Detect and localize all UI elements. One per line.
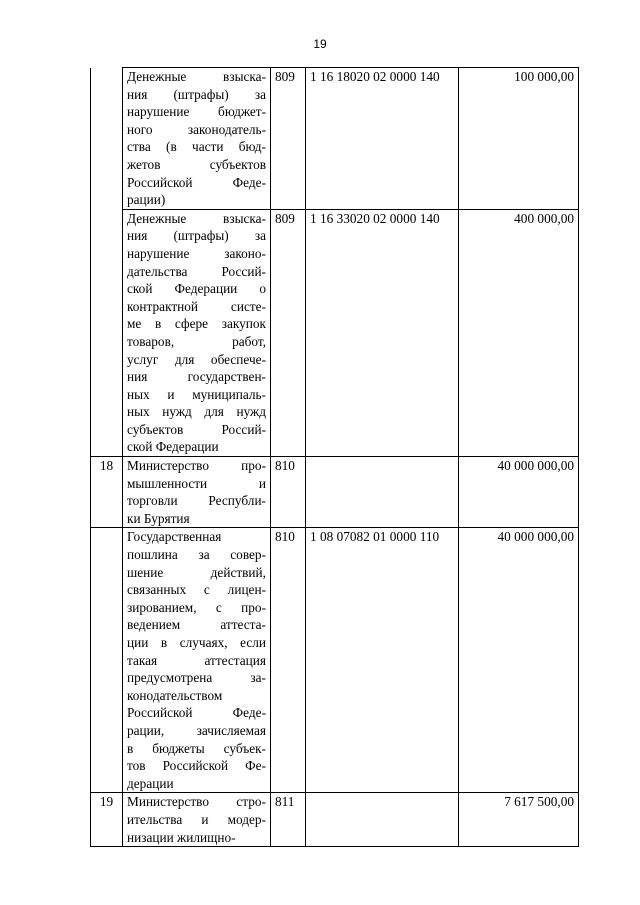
admin-code-cell: 810 <box>271 457 306 528</box>
revenue-name-line: ки Бурятия <box>127 510 190 526</box>
revenue-name-line: жетов субъектов <box>127 156 266 172</box>
revenue-name-line: дерации <box>127 775 174 791</box>
revenue-name-line: такая аттестация <box>127 652 266 668</box>
revenue-name-line: Российской Феде- <box>127 705 266 721</box>
revenue-name-line: ции в случаях, если <box>127 635 266 650</box>
revenue-name-line: рации) <box>127 192 166 208</box>
revenue-name-cell <box>123 528 271 793</box>
revenue-name-line: контрактной систе- <box>127 298 266 314</box>
budget-code-cell: 1 16 33020 02 0000 140 <box>306 209 459 456</box>
table-row <box>91 793 579 847</box>
admin-code-cell: 810 <box>271 528 306 793</box>
revenue-name-line: нарушение бюджет- <box>127 104 266 120</box>
revenue-name-line: Министерство стро- <box>127 794 266 810</box>
page-number: 19 <box>313 37 327 51</box>
revenue-name-line: Денежные взыска- <box>127 69 266 84</box>
revenue-name-line: дательства Россий- <box>127 263 266 279</box>
revenue-name-line: ства (в части бюд- <box>127 139 266 155</box>
revenue-name-cell <box>123 793 271 847</box>
budget-code-cell: 1 08 07082 01 0000 110 <box>306 528 459 793</box>
revenue-name-line: ской Федерации <box>127 439 219 455</box>
revenue-name-line: ния государствен- <box>127 369 266 385</box>
budget-code-cell: 1 16 18020 02 0000 140 <box>306 68 459 210</box>
revenue-name-line: предусмотрена за- <box>127 670 266 686</box>
revenue-name-line: зированием, с про- <box>127 599 266 615</box>
table-row <box>91 528 579 793</box>
amount-cell: 40 000 000,00 <box>459 528 579 793</box>
revenue-name-line: нарушение законо- <box>127 245 266 261</box>
revenue-name-line: в бюджеты субъек- <box>127 740 266 756</box>
budget-code-cell <box>306 793 459 847</box>
amount-cell: 100 000,00 <box>459 68 579 210</box>
revenue-name-line: мышленности и <box>127 475 266 491</box>
revenue-name-line: торговли Республи- <box>127 493 266 509</box>
revenue-name-line: ской Федерации о <box>127 281 266 297</box>
revenue-name-cell <box>123 457 271 528</box>
revenue-name-line: связанных с лицен- <box>127 582 266 598</box>
revenue-name-line: тов Российской Фе- <box>127 758 266 774</box>
table-row <box>91 68 579 210</box>
amount-cell: 40 000 000,00 <box>459 457 579 528</box>
budget-code-cell <box>306 457 459 528</box>
amount-cell: 7 617 500,00 <box>459 793 579 847</box>
revenue-name-cell <box>123 68 271 210</box>
revenue-name-line: ния (штрафы) за <box>127 228 266 244</box>
revenue-table <box>90 67 579 847</box>
revenue-name-line: ного законодатель- <box>127 121 266 137</box>
amount-cell: 400 000,00 <box>459 209 579 456</box>
revenue-name-line: товаров, работ, <box>127 333 266 349</box>
revenue-name-line: низации жилищно- <box>127 829 236 845</box>
revenue-name-line: Российской Феде- <box>127 174 266 190</box>
revenue-name-line: Денежные взыска- <box>127 210 266 226</box>
row-number-cell <box>91 68 123 210</box>
revenue-name-line: ительства и модер- <box>127 811 266 827</box>
revenue-name-line: Государственная <box>127 529 222 545</box>
revenue-table-body <box>91 68 579 847</box>
table-row <box>91 457 579 528</box>
row-number-cell: 19 <box>91 793 123 847</box>
row-number-cell: 18 <box>91 457 123 528</box>
revenue-name-line: ния (штрафы) за <box>127 86 266 102</box>
revenue-name-line: шение действий, <box>127 564 266 580</box>
revenue-name-line: пошлина за совер- <box>127 547 266 563</box>
admin-code-cell: 809 <box>271 209 306 456</box>
revenue-name-line: ме в сфере закупок <box>127 316 266 332</box>
revenue-name-line: услуг для обеспече- <box>127 351 266 367</box>
revenue-name-line: конодательством <box>127 687 223 703</box>
admin-code-cell: 809 <box>271 68 306 210</box>
admin-code-cell: 811 <box>271 793 306 847</box>
revenue-name-line: Министерство про- <box>127 458 266 474</box>
revenue-name-line: рации, зачисляемая <box>127 722 266 738</box>
revenue-name-line: ных и муниципаль- <box>127 386 266 402</box>
table-row <box>91 209 579 456</box>
revenue-name-line: ных нужд для нужд <box>127 404 266 420</box>
revenue-name-line: субъектов Россий- <box>127 421 266 437</box>
revenue-name-cell <box>123 209 271 456</box>
row-number-cell <box>91 209 123 456</box>
revenue-name-line: ведением аттеста- <box>127 617 266 633</box>
row-number-cell <box>91 528 123 793</box>
